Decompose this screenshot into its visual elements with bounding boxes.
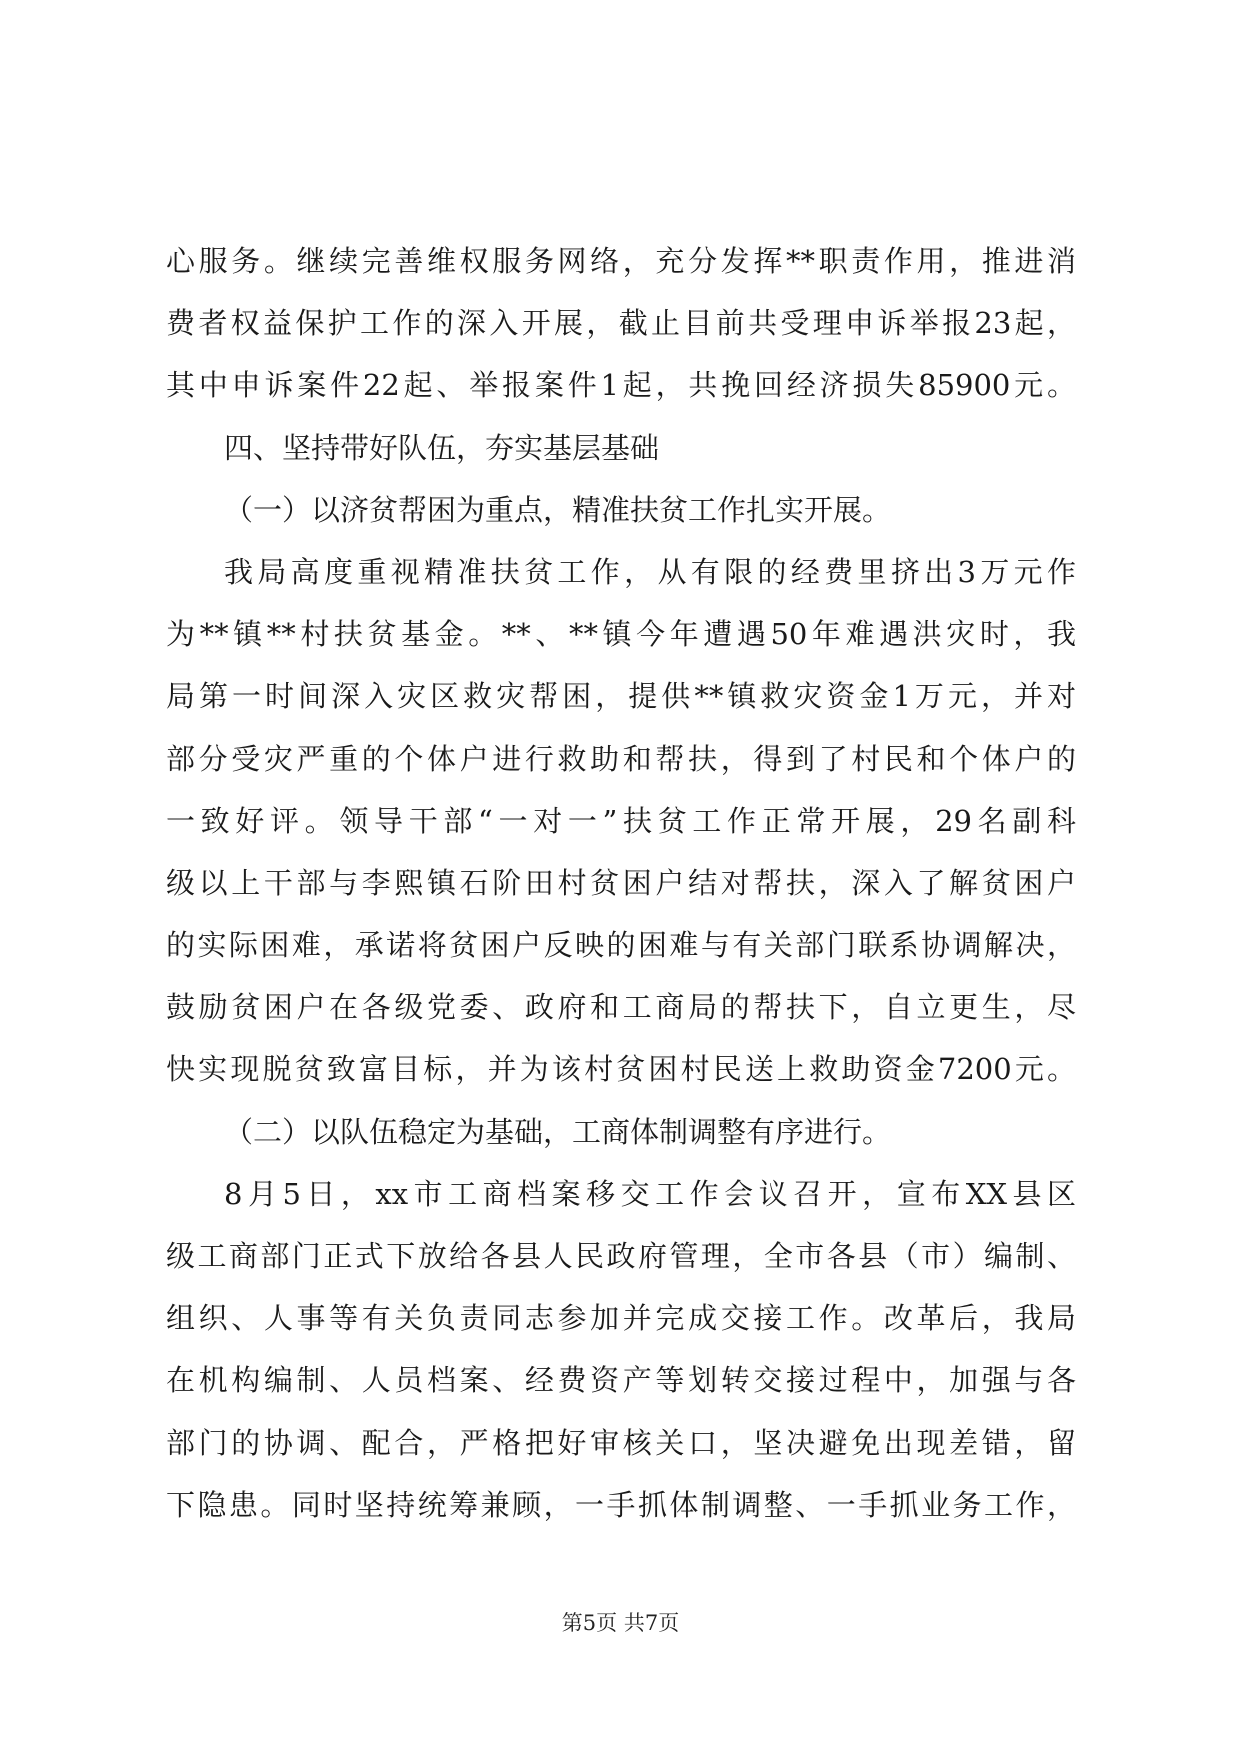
subsection-heading: （二）以队伍稳定为基础，工商体制调整有序进行。 (224, 1114, 892, 1149)
text-line: 鼓励贫困户在各级党委、政府和工商局的帮扶下，自立更生，尽 (166, 990, 1076, 1025)
text-line: 部门的协调、配合，严格把好审核关口，坚决避免出现差错，留 (166, 1425, 1076, 1460)
text-line: 在机构编制、人员档案、经费资产等划转交接过程中，加强与各 (166, 1363, 1076, 1398)
text-line: 组织、人事等有关负责同志参加并完成交接工作。改革后，我局 (166, 1301, 1076, 1336)
text-line: 为**镇**村扶贫基金。**、**镇今年遭遇50年难遇洪灾时，我 (166, 617, 1076, 652)
section-heading: 四、坚持带好队伍，夯实基层基础 (224, 430, 660, 465)
text-line: 其中申诉案件22起、举报案件1起，共挽回经济损失85900元。 (166, 368, 1076, 403)
document-body (166, 230, 1076, 1536)
text-line: 级以上干部与李熙镇石阶田村贫困户结对帮扶，深入了解贫困户 (166, 865, 1076, 900)
text-line: 费者权益保护工作的深入开展，截止目前共受理申诉举报23起， (166, 306, 1076, 341)
text-line: 下隐患。同时坚持统筹兼顾，一手抓体制调整、一手抓业务工作， (166, 1487, 1076, 1522)
text-line: 级工商部门正式下放给各县人民政府管理，全市各县（市）编制、 (166, 1239, 1076, 1273)
text-line: 一致好评。领导干部“一对一”扶贫工作正常开展，29名副科 (166, 803, 1076, 838)
paragraph-first-line: 8月5日，xx市工商档案移交工作会议召开，宣布XX县区 (224, 1176, 1076, 1211)
text-line: 快实现脱贫致富目标，并为该村贫困村民送上救助资金7200元。 (166, 1052, 1076, 1087)
text-line: 的实际困难，承诺将贫困户反映的困难与有关部门联系协调解决， (166, 928, 1076, 963)
text-line: 部分受灾严重的个体户进行救助和帮扶，得到了村民和个体户的 (166, 741, 1076, 776)
subsection-heading: （一）以济贫帮困为重点，精准扶贫工作扎实开展。 (224, 492, 892, 527)
page-number-footer: 第5页 共7页 (561, 1611, 680, 1635)
text-line: 局第一时间深入灾区救灾帮困，提供**镇救灾资金1万元，并对 (166, 679, 1076, 714)
paragraph-first-line: 我局高度重视精准扶贫工作，从有限的经费里挤出3万元作 (224, 554, 1076, 589)
text-line: 心服务。继续完善维权服务网络，充分发挥**职责作用，推进消 (166, 244, 1076, 278)
